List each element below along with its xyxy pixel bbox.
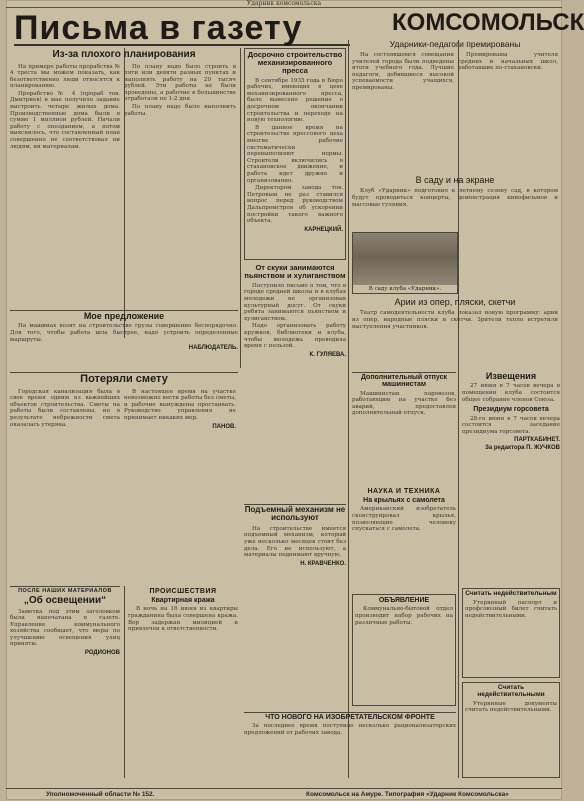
column-rule xyxy=(124,586,125,778)
article-lighting-p1: Заметка под этим заголовком была напечатана в газете. Управление коммунального хозяйства сообщает, что меры по улучшению освещения улиц приняты. xyxy=(10,608,120,648)
article-void-2 xyxy=(462,682,560,778)
article-lost-title: Потеряли смету xyxy=(80,373,168,385)
article-proposal xyxy=(10,312,238,370)
section-rule xyxy=(352,372,456,373)
article-planning-title: Из-за плохого планирования xyxy=(52,49,196,60)
article-notices xyxy=(462,372,560,582)
article-inventions-title: ЧТО НОВОГО НА ИЗОБРЕТАТЕЛЬСКОМ ФРОНТЕ xyxy=(265,714,435,721)
article-lost-p2: В настоящее время на участке невозможно вести работы без сметы, и рабочие вынуждены простаивать. Руководство управления не принимает никаких мер. xyxy=(124,388,236,421)
article-lighting xyxy=(10,588,120,778)
article-void-1-p1: Утерянный паспорт и профсоюзный билет считать недействительными. xyxy=(465,599,557,619)
article-incidents xyxy=(128,588,238,778)
article-announcement xyxy=(352,594,456,706)
article-boredom-title: От скуки занимаются пьянством и хулиганством xyxy=(244,263,346,280)
article-science-title: На крыльях с самолета xyxy=(363,497,445,504)
editor-signature: За редактора П. ЖУЧКОВ xyxy=(485,445,560,452)
article-notices-p2: 28-го июня в 7 часов вечера состоится заседание президиума горсовета. xyxy=(462,415,560,435)
article-construction-p1: В сентябре 1935 года в Бюро рабочих, имеющих в цехе механизированного пресса, было вынесено решение о досрочном окончании строительства и переходе на новую технологию. xyxy=(247,77,343,124)
article-inventions-p1: За последнее время поступило несколько рационализаторских предложений от рабочих завода. xyxy=(244,723,456,736)
article-announcement-title: ОБЪЯВЛЕНИЕ xyxy=(378,597,430,604)
column-rule xyxy=(348,40,349,778)
article-science-p1: Американский изобретатель сконструировал крылья, позволяющие человеку спускаться с самолета. xyxy=(352,506,456,533)
garden-photo xyxy=(352,232,458,294)
article-void-2-p1: Утерянные документы считать недействительными. xyxy=(465,700,557,714)
article-lost-p1: Городская канализация была в свое время одним из важнейших объектов строительства. Сметы на работы были составлены, но в результате небрежности смета оказалась утеряна. xyxy=(10,388,120,428)
article-arias-title: Арии из опер, пляски, скетчи xyxy=(394,297,516,307)
article-lift-p1: На строительстве имеется подъемный механизм, который уже несколько месяцев стоит без дела. Его не используют, а материалы поднимают вручную. xyxy=(244,525,346,559)
article-incidents-kicker: ПРОИСШЕСТВИЯ xyxy=(149,588,217,595)
article-void-2-title: Считать недействительными xyxy=(477,684,545,698)
article-arias xyxy=(352,298,558,368)
article-proposal-title: Мое предложение xyxy=(83,311,165,321)
column-rule xyxy=(240,48,241,368)
article-planning-p4: По плану надо было выполнить работы. xyxy=(124,104,236,117)
article-lighting-title: „Об освещении“ xyxy=(23,595,107,606)
article-science-kicker: НАУКА И ТЕХНИКА xyxy=(367,488,441,495)
article-boredom-p1: Поступило письмо о том, что в городе средней школы и в клубах молодежи не организован культурный досуг. От скуки ребята занимаются пьянством и хулиганством. xyxy=(244,282,346,322)
article-teachers-title: Ударники-педагоги премированы xyxy=(389,39,521,49)
article-construction-title: Досрочно строительство механизированного пресса xyxy=(247,50,343,75)
article-incidents-title: Квартирная кража xyxy=(151,597,215,604)
article-planning-p3: По плану надо было строить в пяти или девяти разных пунктах и выполнять работу на 20 тысяч рублей. Эти работы не были проведены, а рабочие в большинстве отработали по 1-2 дня. xyxy=(124,63,236,103)
article-inventions xyxy=(244,714,456,778)
garden-photo-caption: В саду клуба «Ударник». xyxy=(353,285,457,293)
article-construction xyxy=(244,48,346,260)
article-planning xyxy=(10,50,238,278)
article-leave-p1: Машинистам паровозов, работающим на участке без аварий, предоставлен дополнительный отпуск. xyxy=(352,390,456,417)
article-planning-p1: На примере работы прорабства № 4 треста мы можем показать, как безответственно люди относятся к планированию. xyxy=(10,63,120,90)
article-garden-p1: Клуб «Ударник» подготовил к летнему сезону сад, в котором будут проводиться концерты, демонстрация кинофильмов и массовые гуляния. xyxy=(352,188,558,208)
partkabinet-signature: ПАРТКАБИНЕТ. xyxy=(514,437,560,444)
article-teachers-p2: Премированы учителя средних и начальных школ, работавшие по-стахановски. xyxy=(458,51,558,72)
article-teachers-p1: На состоявшемся совещании учителей города были подведены итоги учебного года. Лучшие педагоги, добившиеся высокой успеваемости учащихся, премированы. xyxy=(352,51,454,91)
section-rule xyxy=(10,586,120,587)
article-proposal-p1: На машинах возят на строительство грузы совершенно беспорядочно. Для того, чтобы работа шла быстрее, надо устроить определенные маршруты. xyxy=(10,323,238,343)
article-notices-title: Извещения xyxy=(485,371,537,381)
section-rule xyxy=(244,712,456,713)
page-footer xyxy=(6,788,562,800)
article-lighting-kicker: ПОСЛЕ НАШИХ МАТЕРИАЛОВ xyxy=(18,588,112,594)
article-planning-p2: Прорабство № 4 (прораб тов. Дмитриев) в мае получило задание выстроить четыре жилых дома. Производственные дома были в сумме 1 миллион рублей. Начали работу с опозданием, а потом выяснилось, что составленный план совершенно не соответствовал ни людям, ни материалам. xyxy=(10,90,120,150)
article-lift-title: Подъемный механизм не используют xyxy=(244,505,346,523)
article-teachers xyxy=(352,40,558,170)
top-line: Ударник комсомольска xyxy=(6,0,562,8)
article-notices-p1: 27 июня в 7 часов вечера в помещении клуба состоится общее собрание членов Союза. xyxy=(462,383,560,403)
article-lost-estimate xyxy=(10,374,238,584)
article-boredom-signature: К. ГУЛЯЕВА. xyxy=(309,351,346,358)
article-science xyxy=(352,488,456,588)
footer-right: Комсомольск на Амуре. Типография «Ударник Комсомольска» xyxy=(306,791,509,798)
masthead-city: КОМСОМОЛЬСК xyxy=(392,9,584,36)
article-void-1-title: Считать недействительным xyxy=(465,590,557,597)
article-boredom-p2: Надо организовать работу кружков, библиотеки и клуба, чтобы молодежь проводила время с пользой. xyxy=(244,323,346,350)
article-leave xyxy=(352,374,456,484)
article-lost-signature: ПАНОВ. xyxy=(212,423,236,430)
article-notices-subtitle: Президиум горсовета xyxy=(473,406,549,414)
article-lift xyxy=(244,506,346,702)
article-construction-p3: Директором завода тов. Петровым не раз ставился вопрос перед руководством Дальпромстроя об ускорении постройки такого важного объекта. xyxy=(247,185,343,225)
article-construction-p2: В данное время на строительстве прессового цеха многие рабочие систематически перевыполняют нормы. Строители включились в стахановское движение, и работа идет дружно и организованно. xyxy=(247,124,343,184)
article-garden-title: В саду и на экране xyxy=(415,175,495,185)
article-lighting-signature: РОДИОНОВ xyxy=(84,650,120,657)
article-construction-signature: КАРНЕЦКИЙ. xyxy=(304,226,343,233)
article-lift-signature: Н. КРАВЧЕНКО. xyxy=(300,560,346,567)
article-incidents-p1: В ночь на 16 июня из квартиры гражданина была совершена кража. Вор задержан милицией и привлечен к ответственности. xyxy=(128,606,238,633)
article-leave-title: Дополнительный отпуск машинистам xyxy=(360,374,448,389)
article-void-1 xyxy=(462,588,560,678)
article-announcement-p1: Коммунально-бытовой отдел производит набор рабочих на различные работы. xyxy=(355,606,453,626)
newspaper-page xyxy=(6,0,584,800)
article-proposal-signature: НАБЛЮДАТЕЛЬ. xyxy=(188,345,238,352)
article-arias-p1: Театр самодеятельности клуба показал новую программу: арии из опер, народные пляски и скетчи. Зрители тепло встретили выступления участников. xyxy=(352,310,558,330)
masthead-title: Письма в газету xyxy=(14,10,350,46)
footer-left: Уполномоченный области № 152. xyxy=(46,791,155,798)
article-boredom xyxy=(244,264,346,424)
